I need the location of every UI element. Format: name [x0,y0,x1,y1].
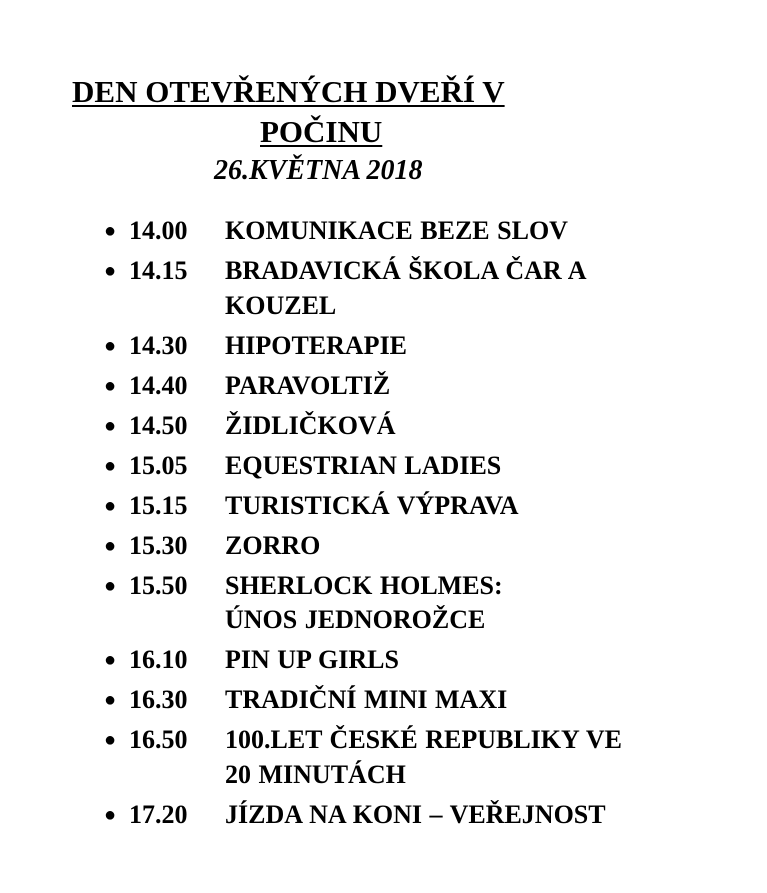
bullet-icon: ● [104,414,117,437]
program-title: EQUESTRIAN LADIES [225,450,502,480]
program-title: ŽIDLIČKOVÁ [225,410,396,440]
bullet-icon: ● [104,334,117,357]
program-item [100,569,750,638]
program-title: ZORRO [225,530,321,560]
program-time: 15.30 [129,530,188,560]
bullet-icon: ● [104,689,117,711]
program-time: 17.20 [129,799,188,829]
bullet-icon: ● [104,454,117,477]
program-item [100,643,750,678]
program-item [100,683,750,718]
program-time: 14.15 [129,256,188,285]
event-date: 26.KVĚTNA 2018 [214,155,423,186]
program-item [100,798,750,833]
bullet-icon: ● [104,220,117,242]
program-item [100,254,750,323]
program-time: 15.05 [129,450,188,480]
program-item [100,529,750,564]
program-time: 15.50 [129,570,188,600]
program-item [100,214,750,249]
bullet-icon: ● [104,803,117,826]
bullet-icon: ● [104,534,117,557]
program-title: BRADAVICKÁ ŠKOLA ČAR A KOUZEL [225,256,586,320]
program-time: 16.30 [129,685,188,714]
program-item [100,489,750,524]
program-title: SHERLOCK HOLMES: ÚNOS JEDNOROŽCE [225,570,503,634]
program-item [100,409,750,444]
program-title: KOMUNIKACE BEZE SLOV [225,216,568,245]
program-title: HIPOTERAPIE [225,330,408,360]
program-item [100,723,750,792]
program-time: 14.50 [129,410,188,440]
program-title: PIN UP GIRLS [225,645,399,674]
bullet-icon: ● [104,260,117,282]
bullet-icon: ● [104,374,117,397]
program-time: 14.00 [129,216,188,245]
program-time: 16.50 [129,725,188,754]
program-title: JÍZDA NA KONI – VEŘEJNOST [225,799,606,829]
program-time: 14.30 [129,330,188,360]
title-line-2: POČINU [260,114,383,149]
bullet-icon: ● [104,729,117,751]
program-title: PARAVOLTIŽ [225,370,391,400]
title-line-1: DEN OTEVŘENÝCH DVEŘÍ V [72,74,505,109]
bullet-icon: ● [104,574,117,597]
program-time: 14.40 [129,370,188,400]
program-item [100,369,750,404]
bullet-icon: ● [104,649,117,671]
program-item [100,449,750,484]
program-list [100,214,750,838]
program-title: 100.LET ČESKÉ REPUBLIKY VE 20 MINUTÁCH [225,725,622,789]
program-time: 15.15 [129,490,188,520]
program-title: TRADIČNÍ MINI MAXI [225,685,508,714]
program-item [100,329,750,364]
program-title: TURISTICKÁ VÝPRAVA [225,490,519,520]
bullet-icon: ● [104,494,117,517]
program-time: 16.10 [129,645,188,674]
